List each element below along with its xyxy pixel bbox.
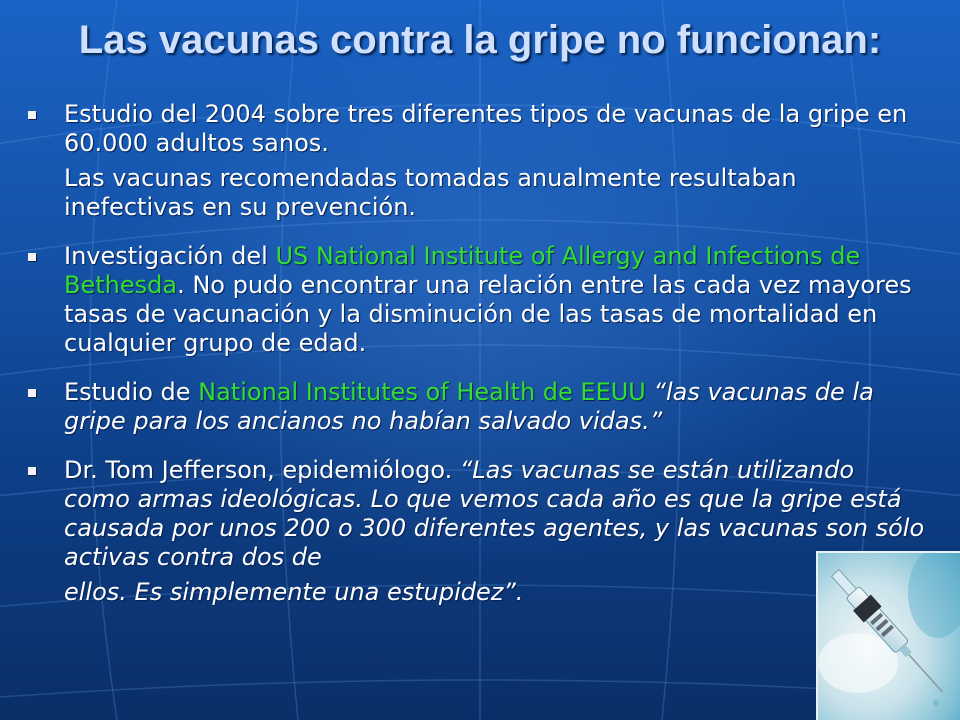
square-bullet-icon [28, 253, 36, 261]
square-bullet-icon [28, 389, 36, 397]
item-3-quote: “las vacunas de la gripe para los ancianos no habían salvado vidas.” [64, 378, 874, 435]
item-2-institution: US National Institute of Allergy and Infections de Bethesda [64, 242, 861, 299]
bullet-list [26, 100, 926, 607]
item-4-quote: “Las vacunas se están utilizando como armas ideológicas. Lo que vemos cada año es que la gripe está causada por unos 200 o 300 diferentes agentes, y las vacunas son sólo activas contra dos de [64, 456, 925, 571]
item-3-text [64, 378, 926, 436]
item-1-subtext: Las vacunas recomendadas tomadas anualmente resultaban inefectivas en su prevención. [64, 164, 797, 221]
syringe-icon [818, 553, 960, 720]
item-2-suffix: . No pudo encontrar una relación entre las cada vez mayores tasas de vacunación y la disminución de las tasas de mortalidad en cualquier grupo de edad. [64, 271, 912, 357]
bullet-item-4 [26, 456, 926, 607]
item-1-text: Estudio del 2004 sobre tres diferentes tipos de vacunas de la gripe en 60.000 adultos sanos. [64, 100, 908, 157]
item-4-prefix: Dr. Tom Jefferson, epidemiólogo. [64, 456, 460, 484]
item-2-prefix: Investigación del [64, 242, 276, 270]
vaccine-syringe-photo [816, 551, 960, 720]
item-3-prefix: Estudio de [64, 378, 199, 406]
square-bullet-icon [28, 467, 36, 475]
item-4-text [64, 456, 926, 572]
item-4-quote-end: ellos. Es simplemente una estupidez”. [64, 578, 524, 606]
item-3-institution: National Institutes of Health de EEUU [198, 378, 646, 406]
slide-title: Las vacunas contra la gripe no funcionan: [78, 18, 882, 62]
bullet-item-2 [26, 242, 926, 358]
item-2-text [64, 242, 926, 358]
bullet-item-3 [26, 378, 926, 436]
bullet-item-1 [26, 100, 926, 222]
square-bullet-icon [28, 111, 36, 119]
